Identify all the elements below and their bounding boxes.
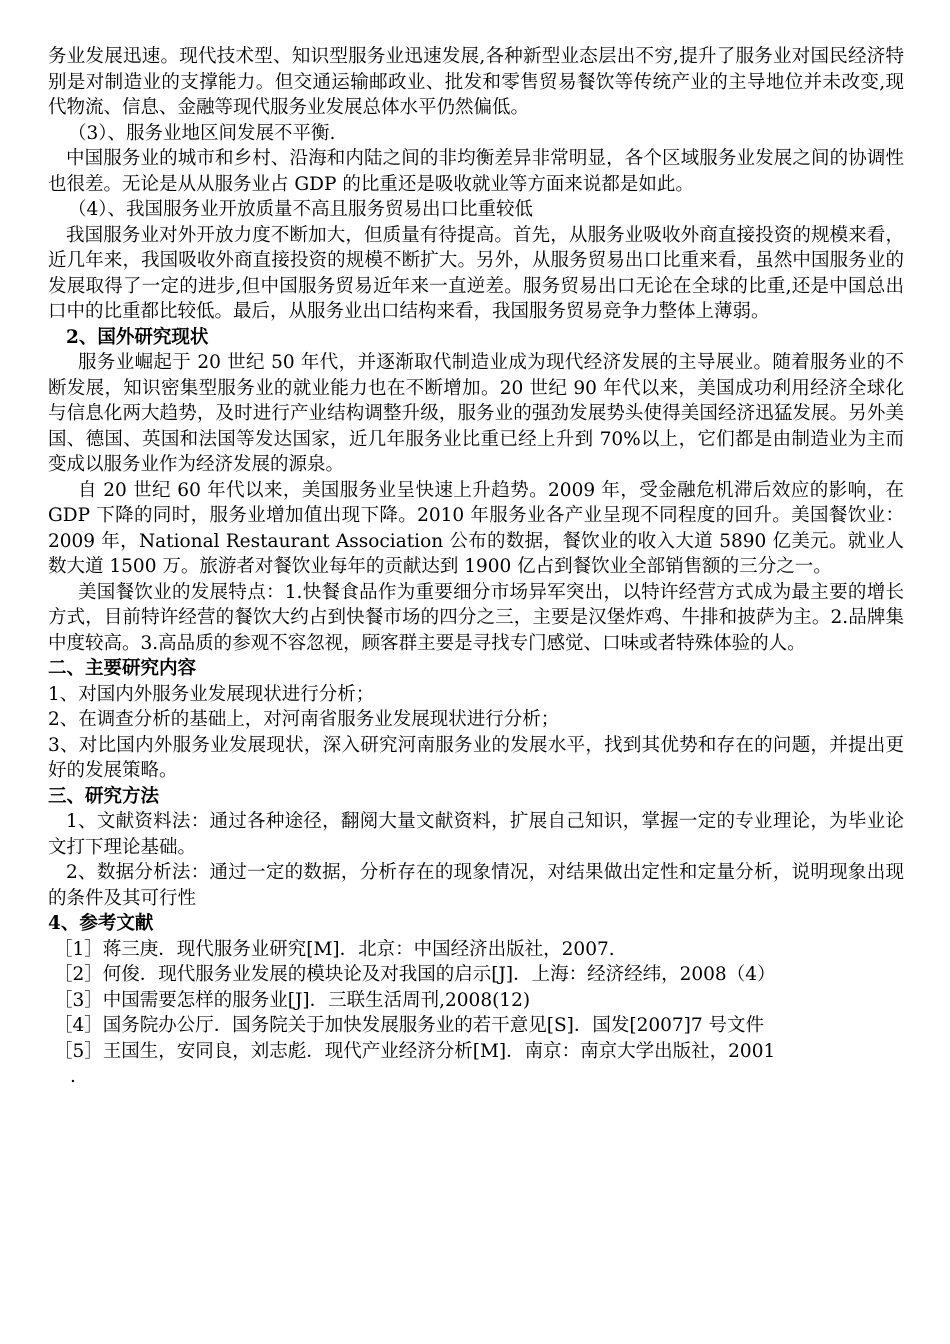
- paragraph-us-service-trend: 自 20 世纪 60 年代以来，美国服务业呈快速上升趋势。2009 年，受金融危机滞后效应的影响，在 GDP 下降的同时，服务业增加值出现下降。2010 年服务业各产业呈现不同程度的回升。美国餐饮业：2009 年，National Restaurant Association 公布的数据，餐饮业的收入大道 5890 亿美元。就业人数大道 1500 万。旅游者对餐饮业每年的贡献达到 1900 亿占到餐饮业全部销售额的三分之一。: [48, 479, 904, 577]
- heading-research-method: 三、研究方法: [48, 785, 160, 807]
- reference-tail: .: [70, 1066, 76, 1087]
- content-item-1: 1、对国内外服务业发展现状进行分析；: [48, 683, 375, 705]
- paragraph-opening-quality: 我国服务业对外开放力度不断加大，但质量有待提高。首先，从服务业吸收外商直接投资的规模来看，近几年来，我国吸收外商直接投资的规模不断扩大。另外，从服务贸易出口比重来看，虽然中国服务业的发展取得了一定的进步,但中国服务贸易近年来一直逆差。服务贸易出口无论在全球的比重,还是中国总出口中的比重都比较低。最后，从服务业出口结构来看，我国服务贸易竞争力整体上薄弱。: [48, 224, 904, 322]
- method-item-1: 1、文献资料法：通过各种途径，翻阅大量文献资料，扩展自己知识，掌握一定的专业理论，为毕业论文打下理论基础。: [48, 811, 904, 858]
- heading-research-content: 二、主要研究内容: [48, 658, 197, 679]
- heading-references: 4、参考文献: [48, 913, 154, 934]
- subheading-regional-imbalance: （3）、服务业地区间发展不平衡.: [68, 122, 336, 144]
- paragraph-regional-imbalance: 中国服务业的城市和乡村、沿海和内陆之间的非均衡差异非常明显，各个区域服务业发展之间的协调性也很差。无论是从从服务业占 GDP 的比重还是吸收就业等方面来说都是如此。: [48, 148, 904, 195]
- reference-item: ［5］王国生，安同良，刘志彪．现代产业经济分析[M]．南京：南京大学出版社，2001: [54, 1040, 776, 1062]
- paragraph-service-rise: 服务业崛起于 20 世纪 50 年代，并逐渐取代制造业成为现代经济发展的主导展业。随着服务业的不断发展，知识密集型服务业的就业能力也在不断增加。20 世纪 90 年代以来，美国成功利用经济全球化与信息化两大趋势，及时进行产业结构调整升级，服务业的强劲发展势头使得美国经济迅猛发展。另外美国、德国、英国和法国等发达国家，近几年服务业比重已经上升到 70%以上，它们都是由制造业为主而变成以服务业作为经济发展的源泉。: [48, 352, 904, 475]
- subheading-opening-quality: （4）、我国服务业开放质量不高且服务贸易出口比重较低: [68, 199, 534, 220]
- heading-foreign-research: 2、国外研究现状: [66, 326, 209, 348]
- reference-item: ［4］国务院办公厅．国务院关于加快发展服务业的若干意见[S]．国发[2007]7 号文件: [54, 1015, 765, 1036]
- reference-item: ［2］何俊．现代服务业发展的模块论及对我国的启示[J]．上海：经济经纬，2008（4）: [54, 964, 776, 985]
- method-item-2: 2、数据分析法：通过一定的数据，分析存在的现象情况，对结果做出定性和定量分析，说明现象出现的条件及其可行性: [48, 862, 904, 909]
- content-item-2: 2、在调查分析的基础上，对河南省服务业发展现状进行分析；: [48, 709, 560, 730]
- paragraph-service-structure: 务业发展迅速。现代技术型、知识型服务业迅速发展,各种新型业态层出不穷,提升了服务业对国民经济特别是对制造业的支撑能力。但交通运输邮政业、批发和零售贸易餐饮等传统产业的主导地位并未改变,现代物流、信息、金融等现代服务业发展总体水平仍然偏低。: [48, 46, 904, 118]
- reference-item: ［3］中国需要怎样的服务业[J]．三联生活周刊,2008(12): [54, 989, 531, 1011]
- reference-item: ［1］蒋三庚．现代服务业研究[M]．北京：中国经济出版社，2007.: [54, 938, 615, 960]
- content-item-3: 3、对比国内外服务业发展现状，深入研究河南服务业的发展水平，找到其优势和存在的问题，并提出更好的发展策略。: [48, 734, 904, 781]
- paragraph-us-catering-features: 美国餐饮业的发展特点：1.快餐食品作为重要细分市场异军突出，以特许经营方式成为最主要的增长方式，目前特许经营的餐饮大约占到快餐市场的四分之三，主要是汉堡炸鸡、牛排和披萨为主。2.品牌集中度较高。3.高品质的参观不容忽视，顾客群主要是寻找专门感觉、口味或者特殊体验的人。: [48, 581, 904, 654]
